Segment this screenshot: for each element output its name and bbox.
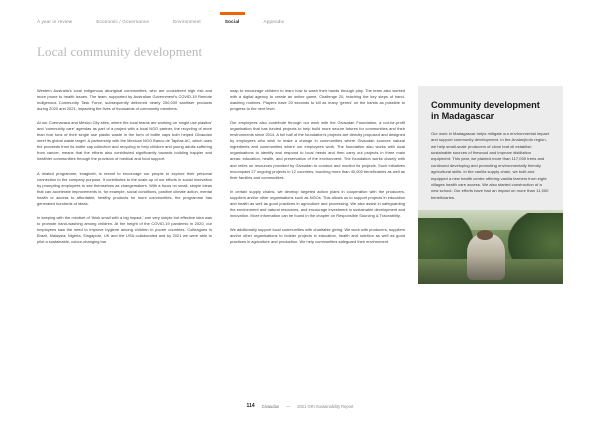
paragraph: soap to encourage children to learn how to wash their hands through play. The team also worked with a digital agency to create an online game, Challenge 20, teaching the key steps of hand-washing routines. Players have 20 seconds to kill as many 'germs' on the hands as possible to progress to the next level. [230, 88, 405, 112]
page-footer [0, 403, 600, 409]
nav-item-social[interactable] [225, 19, 240, 25]
text-column-left [37, 88, 212, 245]
paragraph: In keeping with the mindset of 'think small with a big impact,' one very simple but effective idea was to promote hand-washing among children. At the height of the COVID-19 pandemic in 2020, our employees saw the need to improve hygiene among children in poorer countries. Colleagues in Brazil, Malaysia, Nigeria, Singapore, UK and the USA collaborated and by 2021 we were able to pilot a sustainable, colour-changing bar [37, 214, 212, 244]
case-study-title: Community development in Madagascar [431, 100, 540, 122]
text-column-middle [230, 88, 405, 245]
case-study-body: Our work in Madagascar helps mitigate our environmental impact and support community development. In the Analanjirofo region, we help small-scale producers of clove leaf oil establish sustainable sources of firewood and improve distillation equipment. This year, we planted more than 117,000 trees and continued developing and promoting environmentally friendly agricultural skills. In the vanilla supply chain, we built and equipped a new health centre offering vanilla farmers from eight villages health care access. We also started construction of a new school. Our efforts have had an impact on more than 11,000 beneficiaries. [431, 130, 549, 200]
nav-label: Appendix [263, 19, 285, 24]
footer-separator: — [286, 403, 291, 409]
active-tab-indicator [220, 12, 245, 15]
case-study-panel [418, 86, 563, 284]
paragraph: We additionally support local communities with charitable giving. We work with producers, suppliers and/or other organisations to bolster projects in education, health and nutrition as well as good practices in agriculture and production. We help communities safeguard their environment [230, 226, 405, 244]
paragraph: In certain supply chains, we develop targeted action plans in cooperation with the producers, suppliers and/or other organisations such as NGOs. This allows us to support projects in education and health as well as good practices in agriculture and processing. We also assist in safeguarding the environment and natural resources, and encourage investment in sustainable development and innovation. More information can be found in the chapter on Responsible Sourcing & Traceability. [230, 188, 405, 218]
paragraph: Western Australia's local indigenous aboriginal communities, who are considered high risk and more prone to health issues. The team, supported by Australian Government's COVID-19 Remote Indigenous Community Task Force, subsequently delivered nearly 250,000 sanitiser products during 2020 and 2021, impacting the lives of thousands of community members. [37, 88, 212, 112]
photo-person [467, 234, 505, 280]
paragraph: A related programme, imagineit, is meant to encourage our people to explore their personal connection to the company purpose. It contributes to the scale-up of our efforts in social innovation by prompting employees to see themselves as changemakers. With a focus on small, simple ideas that can accelerate improvements in, for example, social conditions, positive climate action, mental health or access to affordable, healthy products for more communities, the programme has generated hundreds of ideas. [37, 170, 212, 206]
page-number: 114 [246, 403, 255, 409]
paragraph: Our employees also contribute through our work with the Givaudan Foundation, a not-for-profit organisation that has funded projects to help build more secure futures for communities and their environments since 2014. A full half of the foundation's projects are directly proposed and designed by employees who wish to make a change in communities where Givaudan sources natural ingredients and communities where our employees work. The foundation also works with local organisations to identify and respond to local needs and then carry out projects in three main areas: education, health, and preservation of the environment. The foundation works closely with and relies on resources provided by Givaudan to conduct and monitor its projects. Such initiatives encompass 27 ongoing projects in 12 countries, touching more than 40,000 beneficiaries as well as their families and communities. [230, 120, 405, 180]
page-title: Local community development [37, 44, 203, 59]
nav-item-a-year-in-review[interactable] [37, 19, 72, 25]
case-study-photo [418, 210, 563, 284]
nav-item-environment[interactable] [173, 19, 201, 25]
nav-label: Economic / Governance [96, 19, 150, 24]
section-navigation[interactable] [37, 19, 284, 25]
title-divider [37, 66, 576, 67]
nav-item-economic-governance[interactable] [96, 19, 149, 25]
nav-label: Social [224, 19, 240, 24]
nav-item-appendix[interactable] [264, 19, 285, 25]
nav-label: A year in review [37, 19, 73, 24]
paragraph: At our Cuernavaca and Mexico City sites, where the local teams are working on 'single use plastics' and 'community care' agendas as part of a project with a local NGO partner, the recycling of more than four tons of their single use plastic waste in the form of bottle caps both helped Givaudan meet its global waste target. A partnership with the Mexican NGO Banco de Tapitas AC, which uses the proceeds from its bottle cap collection and recycling to help children and young adults suffering from cancer, means that the efforts also contributed significantly towards building happier and healthier communities through the provision of medical and food support. [37, 120, 212, 162]
footer-report-name: 2021 GRI Sustainability Report [297, 403, 354, 409]
nav-label: Environment [173, 19, 201, 24]
footer-brand: Givaudan [261, 403, 280, 409]
article-body [37, 88, 405, 245]
